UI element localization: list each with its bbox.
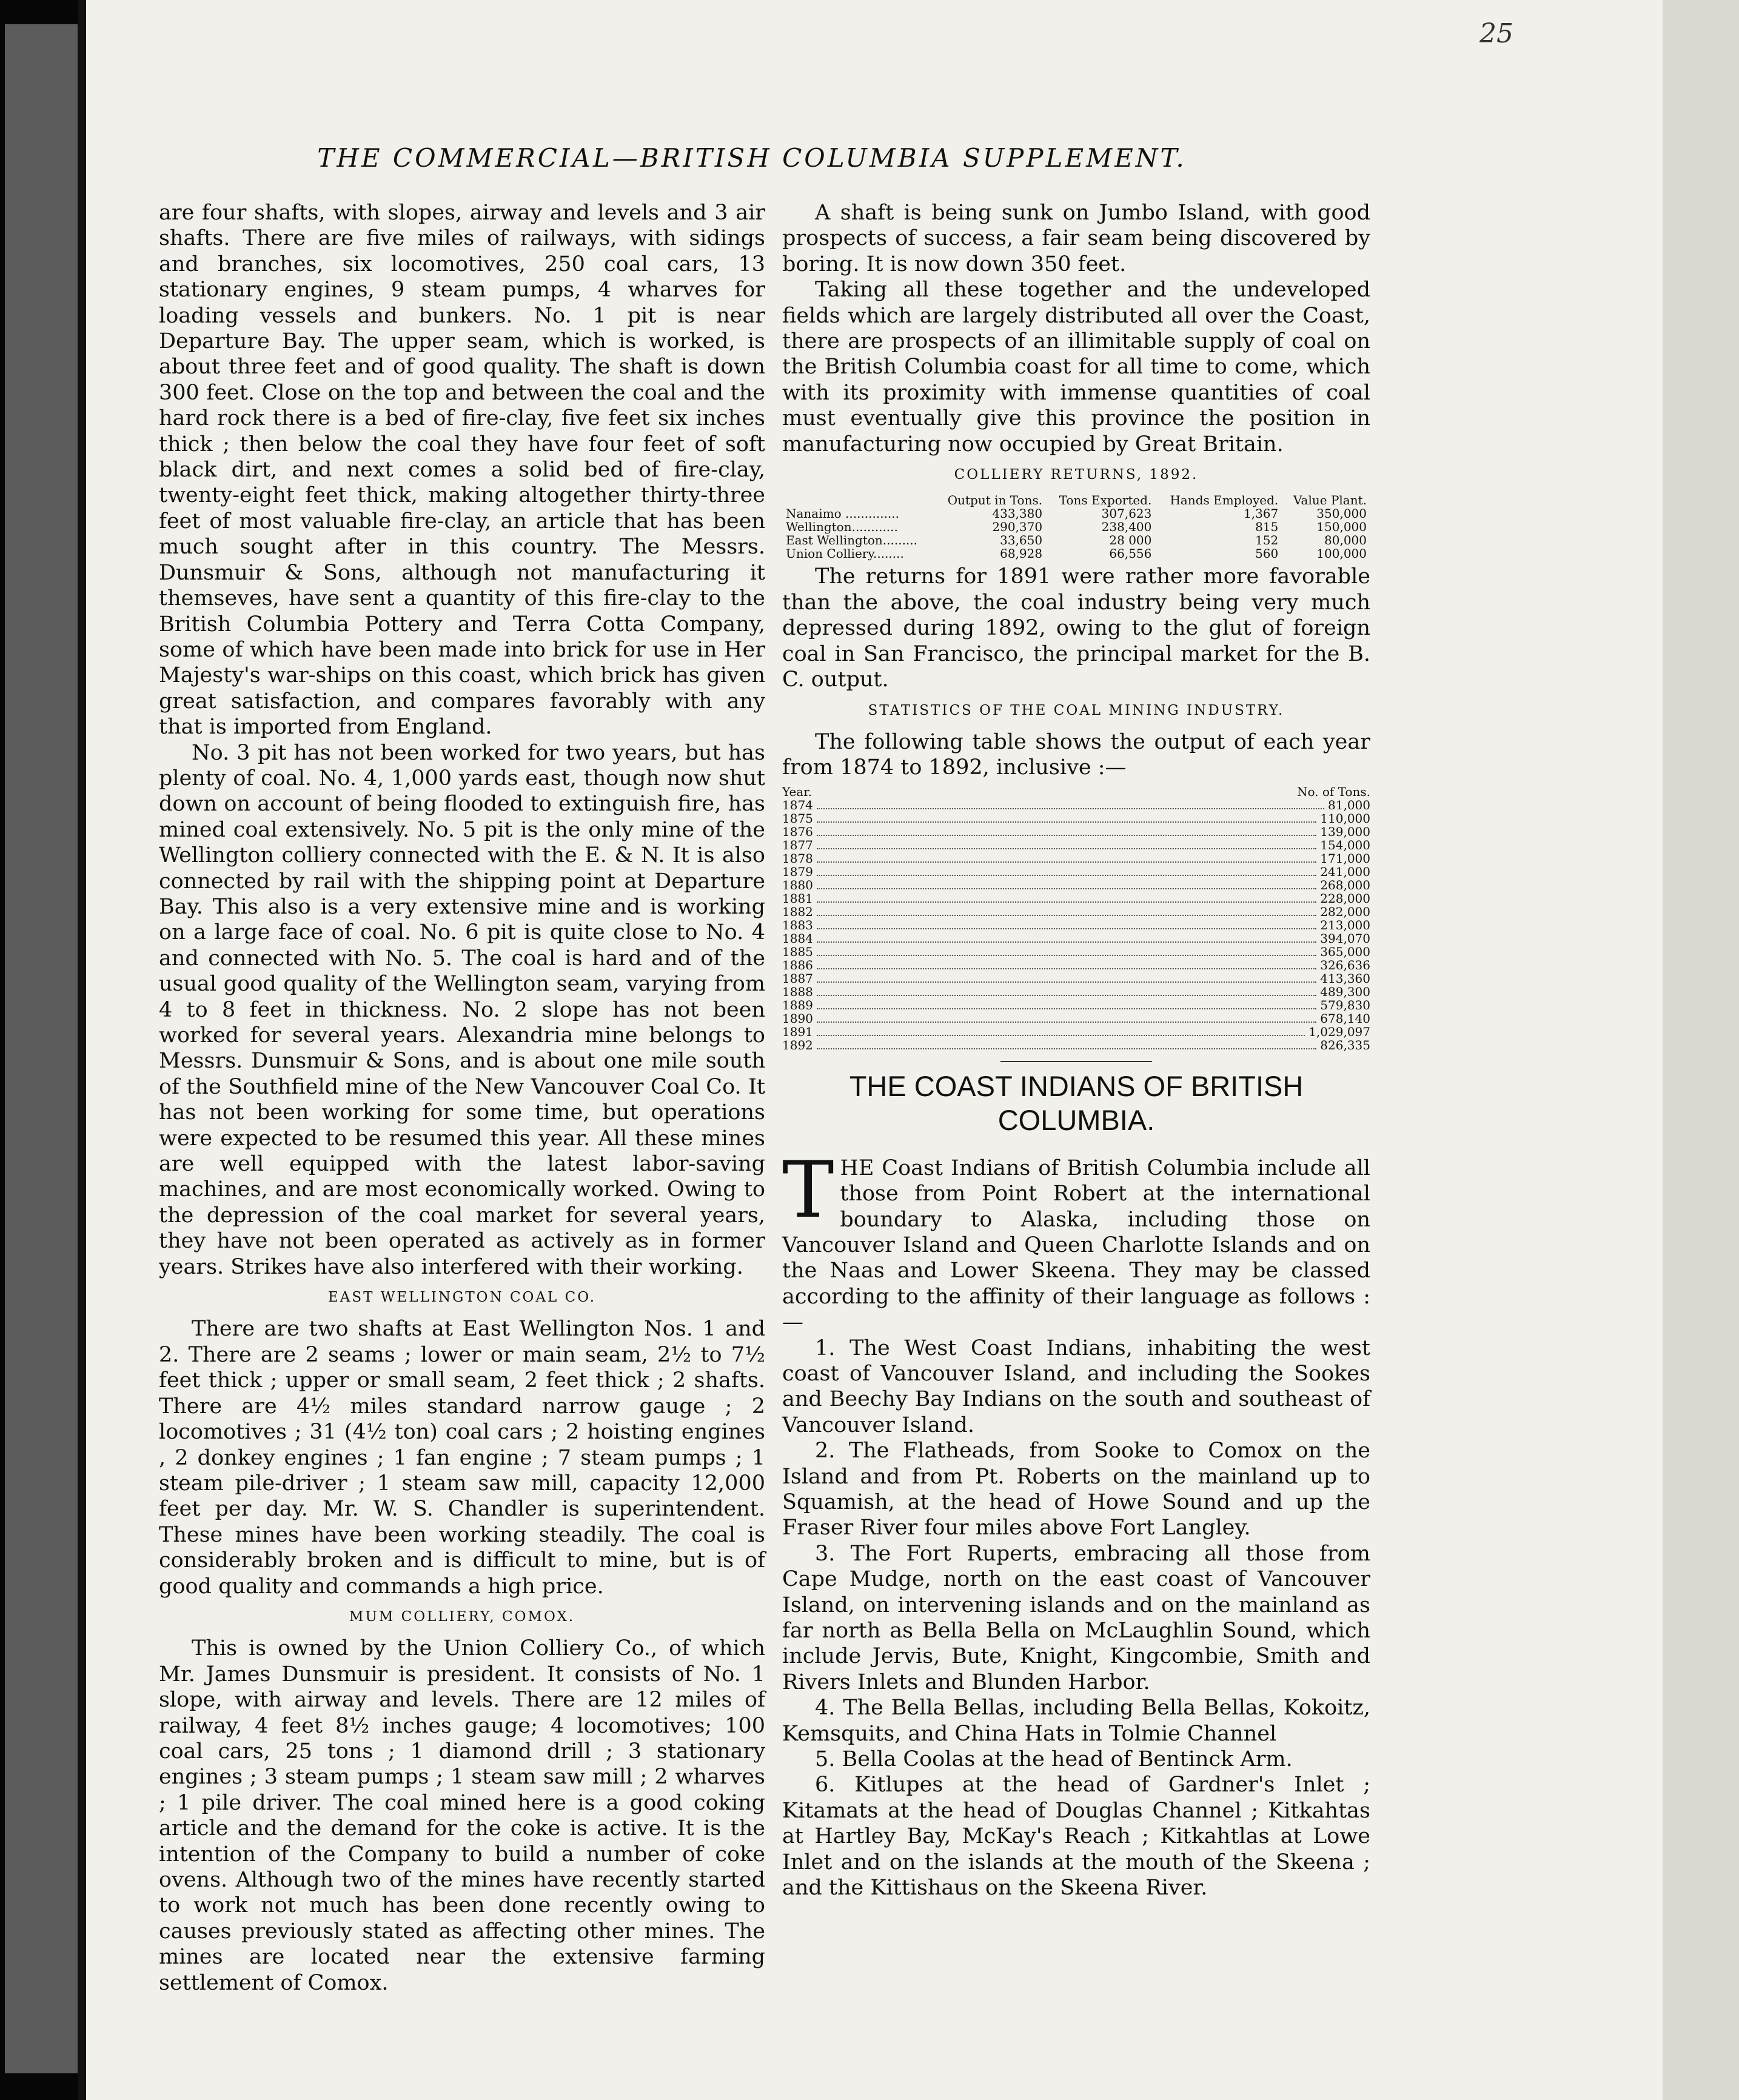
section-heading: STATISTICS OF THE COAL MINING INDUSTRY. — [868, 702, 1285, 718]
table-cell: 66,556 — [1109, 546, 1152, 561]
dot-leader — [817, 955, 1316, 956]
year-row — [782, 932, 1370, 946]
right-column — [782, 200, 1370, 1901]
year-value: 1883 — [782, 917, 813, 932]
divider-rule — [1000, 1061, 1152, 1062]
year-value: 1887 — [782, 971, 813, 986]
tons-value: 228,000 — [1320, 891, 1370, 906]
dot-leader — [817, 1022, 1316, 1023]
section-heading: MUM COLLIERY, COMOX. — [349, 1608, 575, 1625]
table-cell: 68,928 — [1000, 546, 1043, 561]
table-cell: Nanaimo .............. — [786, 506, 899, 521]
year-row — [782, 799, 1370, 812]
book-spine — [78, 0, 86, 2100]
paragraph: This is owned by the Union Colliery Co., of which Mr. James Dunsmuir is president. It consists of No. 1 slope, with airway and levels. There are 12 miles of railway, 4 feet 8½ inches gauge; 4 locomotives; 100 coal cars, 25 tons ; 1 diamond drill ; 3 stationary engines ; 3 steam pumps ; 1 steam saw mill ; 2 wharves ; 1 pile driver. The coal mined here is a good coking article and the demand for the coke is active. It is the intention of the Company to build a number of coke ovens. Although two of the mines have recently started to work not much has been done recently owing to causes previously stated as affecting other mines. The mines are located near the extensive farming settlement of Comox. — [159, 1636, 765, 1995]
table-header-cell — [782, 493, 934, 507]
table-cell: East Wellington......... — [786, 533, 917, 548]
year-column-label: Year. — [782, 784, 812, 799]
tons-column-label: No. of Tons. — [1296, 784, 1370, 799]
year-row — [782, 826, 1370, 839]
dot-leader — [817, 888, 1316, 889]
year-row — [782, 1039, 1370, 1052]
dot-leader — [817, 861, 1316, 863]
table-cell: 290,370 — [992, 520, 1043, 535]
tons-value: 1,029,097 — [1308, 1024, 1370, 1039]
tons-value: 326,636 — [1320, 957, 1370, 972]
tons-value: 282,000 — [1320, 904, 1370, 919]
drop-cap: T — [782, 1145, 834, 1236]
year-row — [782, 959, 1370, 972]
paragraph: The following table shows the output of each year from 1874 to 1892, inclusive :— — [782, 729, 1370, 780]
year-value: 1889 — [782, 997, 813, 1012]
paragraph-text: HE Coast Indians of British Columbia include all those from Point Robert at the international boundary to Alaska, including those on Vancouver Island and Queen Charlotte Islands and on the Naas and Lower Skeena. They may be classed according to the affinity of their language as follows :— — [782, 1155, 1370, 1335]
year-value: 1886 — [782, 957, 813, 972]
table-cell: 28 000 — [1109, 533, 1152, 548]
paragraph: No. 3 pit has not been worked for two years, but has plenty of coal. No. 4, 1,000 yards east, though now shut down on account of being flooded to extinguish fire, has mined coal extensively. No. 5 pit is the only mine of the Wellington colliery connected with the E. & N. It is also connected by rail with the shipping point at Departure Bay. This also is a very extensive mine and is working on a large face of coal. No. 6 pit is quite close to No. 4 and connected with No. 5. The coal is hard and of the usual good quality of the Wellington seam, varying from 4 to 8 feet in thickness. No. 2 slope has not been worked for several years. Alexandria mine belongs to Messrs. Dunsmuir & Sons, and is about one mile south of the Southfield mine of the New Vancouver Coal Co. It has not been working for some time, but operations were expected to be resumed this year. All these mines are well equipped with the latest labor-saving machines, and are most economically worked. Owing to the depression of the coal market for several years, they have not been operated as actively as in former years. Strikes have also interfered with their working. — [159, 740, 765, 1279]
table-cell: 100,000 — [1316, 546, 1367, 561]
tons-value: 489,300 — [1320, 984, 1370, 999]
paragraph: There are two shafts at East Wellington Nos. 1 and 2. There are 2 seams ; lower or main seam, 2½ to 7½ feet thick ; upper or small seam, 2 feet thick ; 2 shafts. There are 4½ miles standard narrow gauge ; 2 locomotives ; 31 (4½ ton) coal cars ; 2 hoisting engines , 2 donkey engines ; 1 fan engine ; 7 steam pumps ; 1 steam pile-driver ; 1 steam saw mill, capacity 12,000 feet per day. Mr. W. S. Chandler is superintendent. These mines have been working steadily. The coal is considerably broken and is difficult to mine, but is of good quality and commands a high price. — [159, 1317, 765, 1599]
table-cell: 350,000 — [1316, 506, 1367, 521]
page-number: 25 — [1479, 18, 1513, 49]
tons-value: 213,000 — [1320, 917, 1370, 932]
year-value: 1892 — [782, 1037, 813, 1052]
year-row — [782, 1012, 1370, 1026]
year-value: 1878 — [782, 851, 813, 866]
year-value: 1875 — [782, 811, 813, 826]
year-row — [782, 906, 1370, 919]
tons-value: 139,000 — [1320, 824, 1370, 839]
year-row — [782, 946, 1370, 959]
dot-leader — [817, 848, 1316, 849]
paragraph: 5. Bella Coolas at the head of Bentinck Arm. — [815, 1747, 1293, 1772]
year-row — [782, 839, 1370, 852]
lead-paragraph — [782, 1145, 1370, 1336]
table-cell: 433,380 — [992, 506, 1043, 521]
tons-value: 154,000 — [1320, 837, 1370, 852]
dot-leader — [817, 821, 1316, 823]
year-value: 1882 — [782, 904, 813, 919]
table-cell: 33,650 — [1000, 533, 1043, 548]
tons-value: 110,000 — [1320, 811, 1370, 826]
table-header-cell: Value Plant. — [1293, 493, 1367, 508]
table-cell: 1,367 — [1244, 506, 1279, 521]
table-cell: Union Colliery........ — [786, 546, 904, 561]
paragraph: 6. Kitlupes at the head of Gardner's Inlet ; Kitamats at the head of Douglas Channel ; Kitkahtas at Hartley Bay, McKay's Reach ; Kitkahtlas at Lowe Inlet and on the islands at the mouth of the Skeena ; and the Kittishaus on the Skeena River. — [782, 1773, 1370, 1901]
table-header-cell: Hands Employed. — [1170, 493, 1279, 508]
article-headline: THE COAST INDIANS OF BRITISH COLUMBIA. — [849, 1069, 1304, 1136]
year-value: 1885 — [782, 944, 813, 959]
dot-leader — [817, 928, 1316, 929]
paragraph: 2. The Flatheads, from Sooke to Comox on the Island and from Pt. Roberts on the mainland up to Squamish, at the head of Howe Sound and up the Fraser River four miles above Fort Langley. — [782, 1439, 1370, 1540]
year-row — [782, 812, 1370, 826]
dot-leader — [817, 968, 1316, 969]
table-cell: 238,400 — [1101, 520, 1152, 535]
year-row — [782, 892, 1370, 906]
table-row — [782, 547, 1370, 560]
table-cell: 150,000 — [1316, 520, 1367, 535]
dot-leader — [817, 1035, 1305, 1036]
year-row — [782, 866, 1370, 879]
dot-leader — [817, 915, 1316, 916]
table-row — [782, 520, 1370, 533]
table-title: COLLIERY RETURNS, 1892. — [954, 467, 1199, 483]
year-row — [782, 972, 1370, 986]
dot-leader — [817, 981, 1316, 983]
dot-leader — [817, 835, 1316, 836]
year-table-header — [782, 784, 1370, 799]
year-value: 1877 — [782, 837, 813, 852]
running-head: THE COMMERCIAL—BRITISH COLUMBIA SUPPLEMENT. — [317, 143, 1187, 173]
tons-value: 268,000 — [1320, 877, 1370, 892]
year-value: 1881 — [782, 891, 813, 906]
year-value: 1874 — [782, 797, 813, 812]
tons-value: 826,335 — [1320, 1037, 1370, 1052]
facing-page — [5, 24, 78, 2073]
dot-leader — [817, 875, 1316, 876]
tons-value: 81,000 — [1328, 797, 1370, 812]
paragraph: Taking all these together and the undeveloped fields which are largely distributed all over the Coast, there are prospects of an illimitable supply of coal on the British Columbia coast for all time to come, which with its proximity with immense quantities of coal must eventually give this province the position in manufacturing now occupied by Great Britain. — [782, 278, 1370, 456]
year-row — [782, 999, 1370, 1012]
dot-leader — [817, 901, 1316, 903]
tons-value: 579,830 — [1320, 997, 1370, 1012]
year-value: 1890 — [782, 1011, 813, 1026]
year-value: 1891 — [782, 1024, 813, 1039]
table-cell: 815 — [1255, 520, 1279, 535]
year-row — [782, 879, 1370, 892]
table-row — [782, 533, 1370, 547]
table-row — [782, 507, 1370, 520]
section-heading: EAST WELLINGTON COAL CO. — [327, 1289, 597, 1306]
table-cell: 152 — [1255, 533, 1279, 548]
table-header-cell: Tons Exported. — [1059, 493, 1152, 508]
tons-value: 171,000 — [1320, 851, 1370, 866]
year-value: 1876 — [782, 824, 813, 839]
table-cell: 80,000 — [1324, 533, 1367, 548]
table-cell: 560 — [1255, 546, 1279, 561]
paragraph: 4. The Bella Bellas, including Bella Bellas, Kokoitz, Kemsquits, and China Hats in Tolmie Channel — [782, 1696, 1370, 1746]
year-row — [782, 852, 1370, 866]
colliery-returns-table — [782, 493, 1370, 560]
year-value: 1879 — [782, 864, 813, 879]
year-row — [782, 919, 1370, 932]
table-header-cell: Output in Tons. — [947, 493, 1043, 508]
dot-leader — [817, 941, 1316, 943]
tons-value: 678,140 — [1320, 1011, 1370, 1026]
left-column — [159, 200, 765, 1996]
tons-value: 365,000 — [1320, 944, 1370, 959]
year-value: 1884 — [782, 931, 813, 946]
paragraph: The returns for 1891 were rather more favorable than the above, the coal industry being very much depressed during 1892, owing to the glut of foreign coal in San Francisco, the principal market for the B. C. output. — [782, 564, 1370, 692]
page-margin-edge — [1663, 0, 1739, 2100]
yearly-output-list — [782, 799, 1370, 1052]
paragraph: A shaft is being sunk on Jumbo Island, with good prospects of success, a fair seam being discovered by boring. It is now down 350 feet. — [782, 201, 1370, 276]
table-cell: 307,623 — [1101, 506, 1152, 521]
year-value: 1880 — [782, 877, 813, 892]
paragraph: 1. The West Coast Indians, inhabiting the west coast of Vancouver Island, and including the Sookes and Beechy Bay Indians on the south and southeast of Vancouver Island. — [782, 1336, 1370, 1437]
dot-leader — [817, 995, 1316, 996]
dot-leader — [817, 808, 1324, 809]
table-cell: Wellington............ — [786, 520, 898, 535]
tons-value: 394,070 — [1320, 931, 1370, 946]
dot-leader — [817, 1008, 1316, 1009]
dot-leader — [817, 1048, 1316, 1049]
year-row — [782, 986, 1370, 999]
year-value: 1888 — [782, 984, 813, 999]
year-row — [782, 1026, 1370, 1039]
tons-value: 413,360 — [1320, 971, 1370, 986]
paragraph: are four shafts, with slopes, airway and levels and 3 air shafts. There are five miles of railways, with sidings and branches, six locomotives, 250 coal cars, 13 stationary engines, 9 steam pumps, 4 wharves for loading vessels and bunkers. No. 1 pit is near Departure Bay. The upper seam, which is worked, is about three feet and of good quality. The shaft is down 300 feet. Close on the top and between the coal and the hard rock there is a bed of fire-clay, five feet six inches thick ; then below the coal they have four feet of soft black dirt, and next comes a solid bed of fire-clay, twenty-eight feet thick, making altogether thirty-three feet of most valuable fire-clay, an article that has been much sought after in this country. The Messrs. Dunsmuir & Sons, although not manufacturing it themseves, have sent a quantity of this fire-clay to the British Columbia Pottery and Terra Cotta Company, some of which have been made into brick for use in Her Majesty's war-ships on this coast, which brick has given great satisfaction, and compares favorably with any that is imported from England. — [159, 201, 765, 740]
paragraph: 3. The Fort Ruperts, embracing all those from Cape Mudge, north on the east coast of Vancouver Island, on intervening islands and on the mainland as far north as Bella Bella on McLaughlin Sound, which include Jervis, Bute, Knight, Kingcombie, Smith and Rivers Inlets and Blunden Harbor. — [782, 1541, 1370, 1694]
tons-value: 241,000 — [1320, 864, 1370, 879]
